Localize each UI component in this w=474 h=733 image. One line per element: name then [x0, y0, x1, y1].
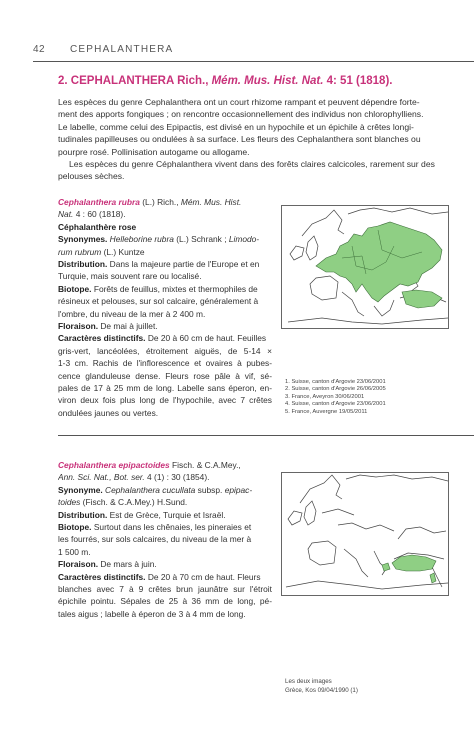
biotope-text: 1 500 m. — [58, 546, 91, 557]
synonyms-label: Synonymes. — [58, 234, 108, 245]
distribution-label: Distribution. — [58, 509, 108, 520]
legend-item: 5. France, Auvergne 19/05/2011 — [285, 408, 368, 415]
legend-item: 1. Suisse, canton d'Argovie 23/06/2001 — [285, 379, 386, 385]
synonym: Helleborine rubra — [107, 234, 174, 245]
synonym-author: (Fisch. & C.A.Mey.) H.Sund. — [80, 497, 188, 508]
biotope-label: Biotope. — [58, 283, 92, 294]
species-reference: Mém. Mus. Hist. — [180, 197, 242, 207]
genus-p1-line: pourpre rosé. Pollinisation autogame ou allogame. — [58, 146, 250, 157]
characters-text: ondulées jaunes ou vertes. — [58, 407, 159, 418]
synonym: epipac- — [224, 484, 253, 495]
characters-label: Caractères distinctifs. — [58, 333, 146, 344]
flowering-label: Floraison. — [58, 559, 99, 570]
genus-p2-line: pelouses sèches. — [58, 171, 125, 182]
section-rule — [58, 435, 474, 436]
genus-number: 2. — [58, 75, 68, 87]
species-rubra-text — [58, 196, 272, 419]
species-author: (L.) Rich., — [139, 197, 181, 207]
genus-heading — [58, 75, 392, 87]
species-reference: Ann. Sci. Nat., Bot. ser. — [58, 472, 145, 483]
page-number: 42 — [33, 44, 46, 55]
genus-name: CEPHALANTHERA — [70, 75, 174, 87]
species-reference-rest: 4 (1) : 30 (1854). — [144, 472, 210, 483]
caption-line: Grèce, Kos 09/04/1990 (1) — [285, 687, 358, 695]
photo-caption-epipactoides — [285, 677, 358, 696]
biotope-text: les fourrés, sur sols calcaires, du niveau de la mer à — [58, 534, 252, 545]
biotope-label: Biotope. — [58, 522, 92, 533]
biotope-text: Forêts de feuillus, mixtes et thermophiles de — [91, 283, 258, 294]
flowering-label: Floraison. — [58, 321, 99, 332]
characters-text: De 20 à 70 cm de haut. Fleurs — [145, 571, 261, 582]
characters-label: Caractères distinctifs. — [58, 571, 146, 582]
characters-text: blanches avec 7 à 9 crêtes brun jaunâtre sur l'étroit — [58, 584, 272, 595]
range-area — [382, 563, 390, 571]
species-epipactoides-text — [58, 459, 272, 620]
flowering-text: De mars à juin. — [98, 559, 157, 570]
biotope-text: l'ombre, du niveau de la mer à 2 400 m. — [58, 308, 206, 319]
genus-reference-journal: Mém. Mus. Hist. Nat. — [211, 75, 324, 87]
distribution-label: Distribution. — [58, 259, 108, 270]
characters-text: épichile pointu. Sépales de 25 à 36 mm de long, pé- — [58, 596, 272, 607]
genus-reference-rest: 4: 51 (1818). — [326, 75, 393, 87]
header-rule — [33, 61, 474, 62]
characters-text: gris-vert, lancéolées, étroitement aiguës, de 5-14 × — [58, 345, 272, 356]
species-name: Cephalanthera epipactoides — [58, 460, 170, 470]
genus-author: Rich., — [177, 75, 209, 87]
characters-text: viron deux fois plus long de l'hypochile, avec 7 crêtes — [58, 395, 272, 406]
synonym-author: (L.) Schrank ; — [173, 234, 229, 245]
synonyms-label: Synonyme. — [58, 484, 103, 495]
genus-p1-line: tudinales papilleuses ou ondulées à sa surface. Les fleurs des Cephalanthera sont blanches ou — [58, 134, 421, 145]
caption-line: Les deux images — [285, 678, 332, 685]
common-name: Céphalanthère rose — [58, 221, 137, 232]
characters-text: pales de 17 à 25 mm de long. Labelle sans éperon, en- — [58, 383, 272, 394]
genus-p2-line: Les espèces du genre Céphalanthera vivent dans des forêts claires calcicoles, rarement sur des — [69, 159, 435, 170]
distribution-map-europe-icon — [282, 206, 448, 328]
biotope-text: Surtout dans les chênaies, les pineraies et — [91, 522, 252, 533]
distribution-map-eastern-mediterranean-icon — [282, 473, 448, 595]
species-reference: Nat. — [58, 209, 74, 220]
flowering-text: De mai à juillet. — [98, 321, 158, 332]
legend-item: 2. Suisse, canton d'Argovie 26/06/2005 — [285, 386, 386, 393]
characters-text: 1-3 cm. Rachis de l'inflorescence et ovaires à pubes- — [58, 358, 272, 369]
genus-description — [58, 96, 435, 183]
synonym: toides — [58, 497, 81, 508]
characters-text: cence glanduleuse dense. Fleurs rose pâle à vif, sé- — [58, 370, 272, 381]
species-name: Cephalanthera rubra — [58, 197, 140, 207]
genus-p1-line: Le labelle, comme celui des Epipactis, est divisé en un hypochile et un épichile à crêtes longi- — [58, 121, 414, 132]
genus-p1-line: ment des apports fongiques ; on rencontre occasionnellement des individus non chlorophylliens. — [58, 109, 424, 120]
distribution-text: Dans la majeure partie de l'Europe et en — [107, 259, 260, 270]
distribution-map-epipactoides — [281, 472, 449, 596]
synonym-rank: subsp. — [195, 484, 225, 495]
range-area — [430, 573, 436, 583]
species-author: Fisch. & C.A.Mey., — [169, 460, 241, 470]
legend-item: 3. France, Aveyron 30/06/2001 — [285, 393, 365, 400]
distribution-map-rubra — [281, 205, 449, 329]
running-head: CEPHALANTHERA — [70, 44, 174, 55]
synonym: Limodo- — [228, 234, 260, 245]
range-area — [402, 290, 442, 308]
synonym: rum rubrum — [58, 246, 102, 257]
characters-text: De 20 à 60 cm de haut. Feuilles — [145, 333, 267, 344]
synonym-author: (L.) Kuntze — [101, 246, 145, 257]
synonym: Cephalanthera cucullata — [102, 484, 196, 495]
legend-item: 4. Suisse, canton d'Argovie 23/06/2001 — [285, 401, 386, 408]
distribution-text: Turquie, mais souvent rare ou localisé. — [58, 271, 202, 282]
species-reference-rest: 4 : 60 (1818). — [73, 209, 126, 220]
genus-p1-line: Les espèces du genre Cephalanthera ont un court rhizome rampant et peuvent dépendre forte- — [58, 97, 420, 107]
biotope-text: résineux et pelouses, sur sol calcaire, généralement à — [58, 296, 259, 307]
photo-legend-rubra — [285, 379, 386, 416]
distribution-text: Est de Grèce, Turquie et Israël. — [107, 509, 226, 520]
characters-text: tales aigus ; labelle à éperon de 3 à 4 mm de long. — [58, 608, 246, 619]
